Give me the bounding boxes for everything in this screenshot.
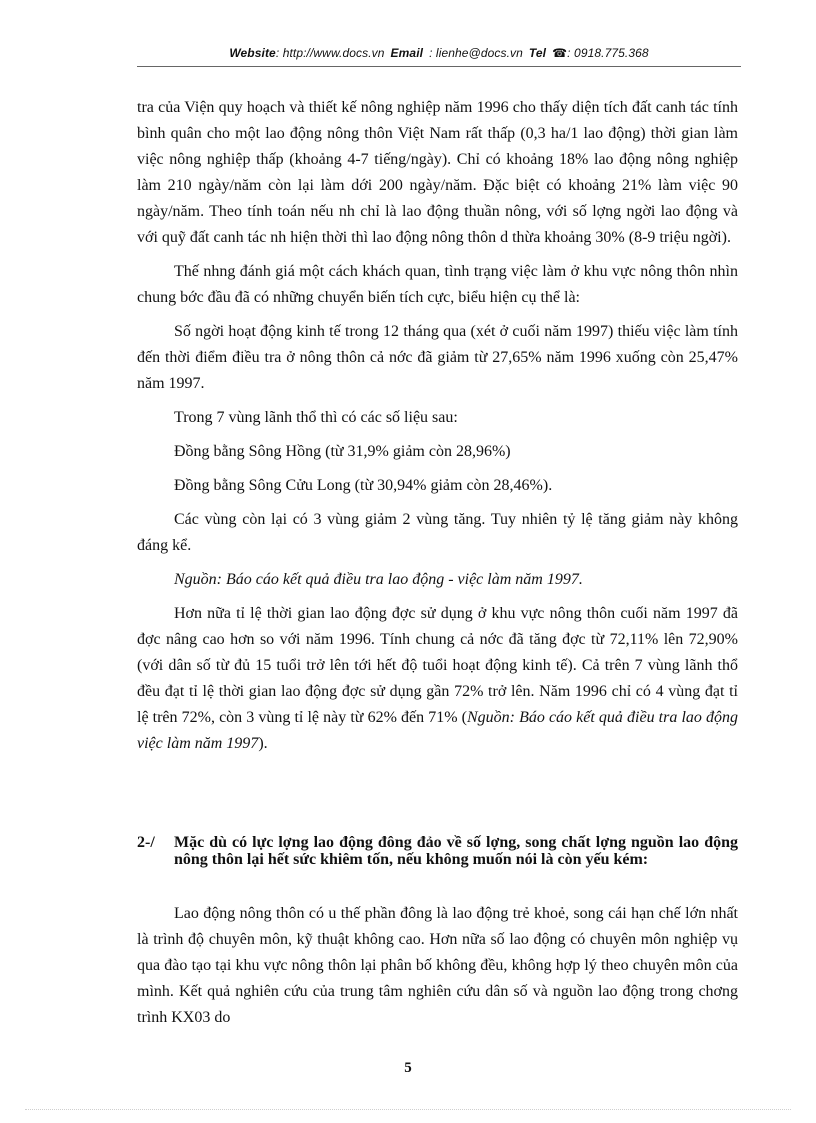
paragraph-1: tra của Viện quy hoạch và thiết kế nông nghiệp năm 1996 cho thấy diện tích đất canh tác tính bình quân cho một lao động nông thôn Việt Nam rất thấp (0,3 ha/1 lao động) thời gian làm việc nông nghiệp thấp (khoảng 4-7 tiếng/ngày). Chỉ có khoảng 18% lao động nông nghiệp làm 210 ngày/năm còn lại làm dới 200 ngày/năm. Đặc biệt có khoảng 21% làm việc 90 ngày/năm. Theo tính toán nếu nh chỉ là lao động thuần nông, với số lợng ngời lao động và với quỹ đất canh tác nh hiện thời thì lao động nông thôn d thừa khoảng 30% (8-9 triệu ngời).	[137, 99, 738, 246]
website-label: Website	[229, 46, 276, 60]
header-divider	[137, 66, 741, 67]
paragraph-6: Đồng bằng Sông Cửu Long (từ 30,94% giảm còn 28,46%).	[174, 477, 553, 494]
phone-icon: ☎	[552, 46, 568, 60]
email-label: Email	[390, 46, 424, 60]
page-number: 5	[404, 1060, 412, 1076]
paragraph-7: Các vùng còn lại có 3 vùng giảm 2 vùng tăng. Tuy nhiên tỷ lệ tăng giảm này không đáng kể.	[137, 511, 738, 554]
paragraph-5: Đồng bằng Sông Hồng (từ 31,9% giảm còn 28,96%)	[174, 443, 511, 460]
tel-label: Tel	[528, 46, 547, 60]
paragraph-4: Trong 7 vùng lãnh thổ thì có các số liệu sau:	[174, 409, 458, 426]
document-body	[137, 95, 738, 757]
tel-value: : 0918.775.368	[567, 46, 649, 60]
website-value: : http://www.docs.vn	[275, 46, 385, 60]
paragraph-10: Lao động nông thôn có u thế phần đông là lao động trẻ khoẻ, song cái hạn chế lớn nhất là trình độ chuyên môn, kỹ thuật không cao. Hơn nữa số lao động có chuyên môn nghiệp vụ qua đào tạo tại khu vực nông thôn lại phân bố không đều, không hợp lý theo chuyên môn của mình. Kết quả nghiên cứu của trung tâm nghiên cứu dân số và nguồn lao động trong chơng trình KX03 do	[137, 905, 738, 1026]
footer-divider	[25, 1109, 791, 1110]
email-value: : lienhe@docs.vn	[429, 46, 523, 60]
paragraph-9-end: ).	[258, 735, 268, 752]
page-header	[137, 46, 741, 60]
paragraph-9-source: Nguồn: Báo cáo kết quả điều tra lao động việc làm năm 1997	[137, 709, 739, 752]
section-body	[137, 901, 738, 1031]
paragraph-3: Số ngời hoạt động kinh tế trong 12 tháng qua (xét ở cuối năm 1997) thiếu việc làm tính đến thời điểm điều tra ở nông thôn cả nớc đã giảm từ 27,65% năm 1996 xuống còn 25,47% năm 1997.	[137, 323, 738, 392]
source-note: Nguồn: Báo cáo kết quả điều tra lao động - việc làm năm 1997.	[174, 571, 583, 588]
section-heading	[137, 834, 738, 868]
section-number: 2-/	[137, 834, 155, 851]
paragraph-9	[137, 601, 738, 757]
section-title: Mặc dù có lực lợng lao động đông đảo về số lợng, song chất lợng nguồn lao động nông thôn lại hết sức khiêm tốn, nếu không muốn nói là còn yếu kém:	[174, 834, 738, 868]
paragraph-2: Thế nhng đánh giá một cách khách quan, tình trạng việc làm ở khu vực nông thôn nhìn chung bớc đầu đã có những chuyển biến tích cực, biểu hiện cụ thể là:	[137, 263, 738, 306]
paragraph-9-text: Hơn nữa tỉ lệ thời gian lao động đợc sử dụng ở khu vực nông thôn cuối năm 1997 đã đợc nâng cao hơn so với năm 1996. Tính chung cả nớc đã tăng đợc từ 72,11% lên 72,90% (với dân số từ đủ 15 tuổi trở lên tới hết độ tuổi hoạt động kinh tế). Cả trên 7 vùng lãnh thổ đều đạt tỉ lệ thời gian lao động đợc sử dụng gần 72% trở lên. Năm 1996 chỉ có 4 vùng đạt tỉ lệ trên 72%, còn 3 vùng tỉ lệ này từ 62% đến 71% (	[137, 605, 738, 726]
